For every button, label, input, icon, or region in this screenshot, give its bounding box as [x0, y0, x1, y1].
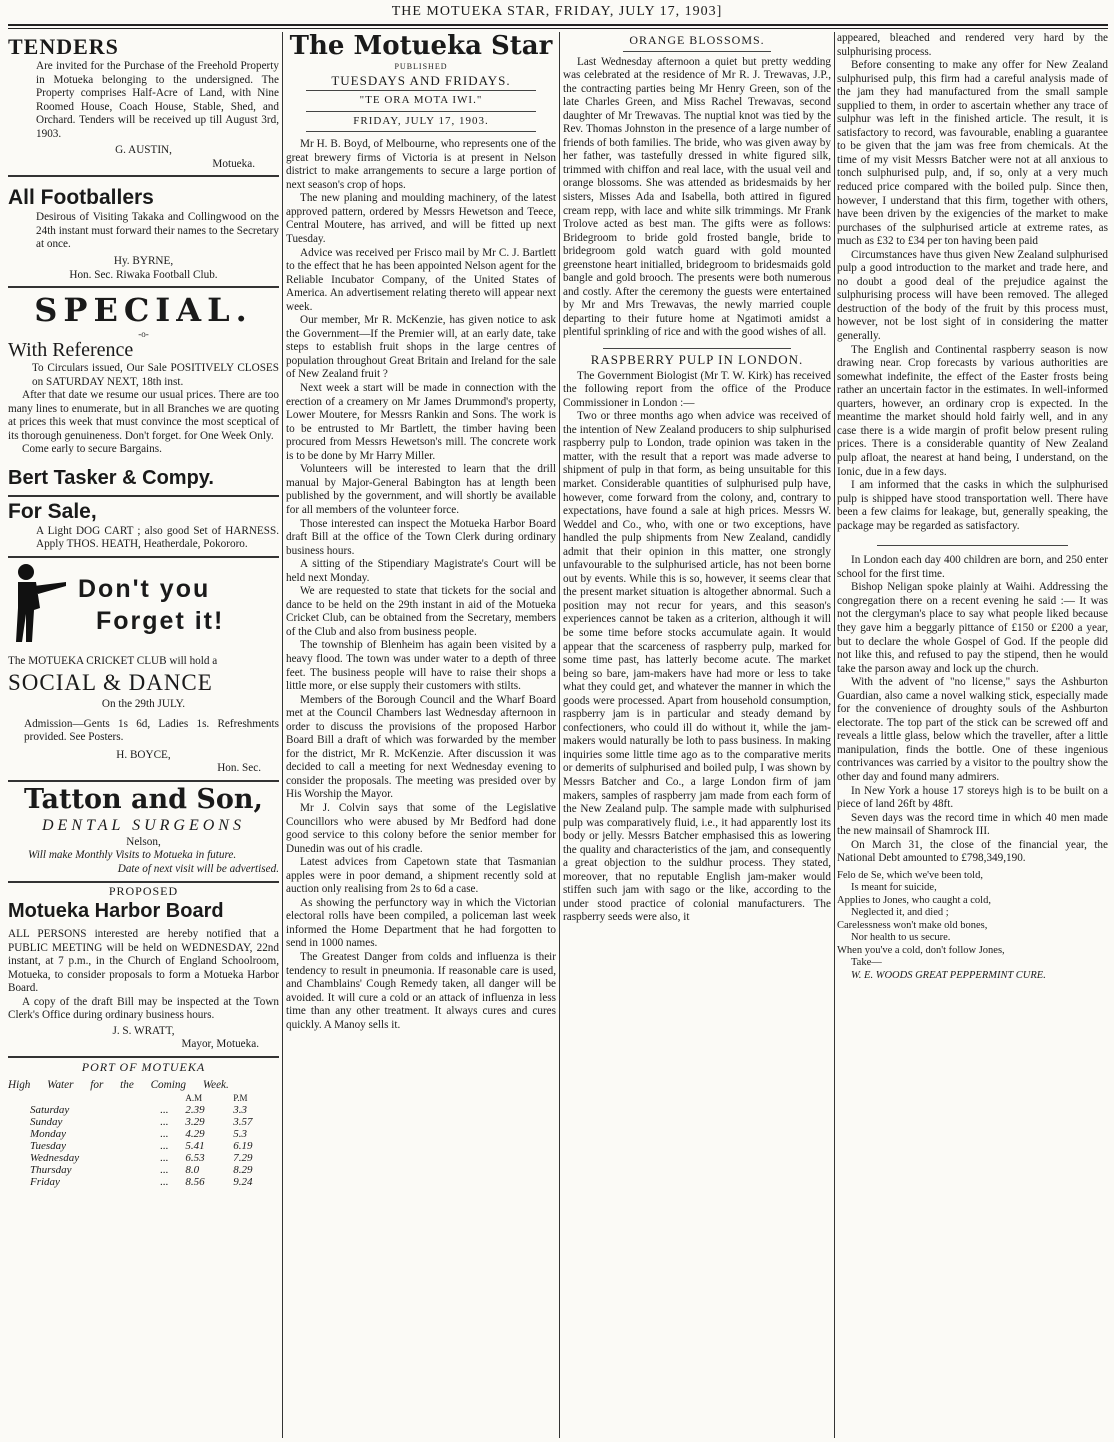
tide-row: Wednesday ... 6.53 7.29 [30, 1152, 253, 1165]
dentists-place: Nelson, [126, 835, 161, 848]
verse-line: Nor health to us secure. [851, 932, 951, 944]
tide-row: Saturday ... 2.39 3.3 [30, 1104, 247, 1117]
orange-blossoms-heading: ORANGE BLOSSOMS. [629, 33, 765, 47]
raspberry-pulp-heading: RASPBERRY PULP IN LONDON. [590, 352, 804, 368]
tenders-title: TENDERS [8, 34, 119, 59]
news-paragraph: Those interested can inspect the Motueka Harbor Board draft Bill at the office of the Town Clerk during ordinary business hours. [286, 517, 556, 557]
motto: "TE ORA MOTA IWI." [359, 94, 483, 107]
dentists-subtitle: DENTAL SURGEONS [42, 816, 245, 834]
dentists-title: Tatton and Son, [24, 783, 263, 815]
footballers-signature: Hy. BYRNE, [113, 255, 174, 268]
news-paragraph: A sitting of the Stipendiary Magistrate's Court will be held next Monday. [286, 558, 556, 584]
port-title: PORT OF MOTUEKA [81, 1059, 206, 1074]
verse-line: Is meant for suicide, [851, 882, 937, 894]
news-paragraph: Advice was received per Frisco mail by Mr C. J. Bartlett to the effect that he has been appointed Nelson agent for the Reliable Incubator Company, of the United States of America. An advertisement relating thereto will appear next week. [286, 246, 556, 313]
publication-days: TUESDAYS AND FRIDAYS. [331, 72, 511, 88]
raspberry-pulp-paragraph: I am informed that the casks in which the sulphurised pulp is shipped have stood transportation well. There have been a few claims for leakage, but, generally speaking, the package may be regarded as satisfactory. [837, 479, 1108, 532]
special-prices: After that date we resume our usual prices. There are too many lines to enumerate, but in all Branches we are quoting at prices this week that must convince the most sceptical of its thorough genuineness. Don't forget. for One Week Only. [8, 389, 279, 442]
brief-item: In London each day 400 children are born, and 250 enter school for the first time. [837, 554, 1108, 580]
raspberry-pulp-paragraph: The English and Continental raspberry season is now drawing near. Crop forecasts by various authorities are somewhat indefinite, the effect of the Easter frosts being rather an uncertain factor in the estimates. In well-informed quarters, however, an ordinary crop is expected. In the meantime the market should hold fairly well, and in any case there is a wide margin of profit below present ruling prices. There is a considerable quantity of New Zealand pulp afloat, the nearest at hand being, I understand, on the Ionic, due in a few days. [837, 343, 1108, 478]
brief-item: With the advent of "no license," says the Ashburton Guardian, also came a novel walking stick, especially made for the convenience of droughty souls of the Ashburton electorate. The top part of the stick can be screwed off and reveals a little glass, below which the traveller, after a little manipulation, finds the bottle. One of these ingenious contrivances was carried by a visitor to the poultry show the other day and found many admirers. [837, 676, 1108, 783]
harbor-kicker: PROPOSED [108, 883, 179, 898]
column-divider [282, 32, 283, 1438]
dance-role: Hon. Sec. [217, 762, 261, 775]
dateline-rule [306, 131, 536, 132]
footballers-role: Hon. Sec. Riwaka Football Club. [69, 268, 218, 281]
news-paragraph: Members of the Borough Council and the Wharf Board met at the Council Chambers last Wednesday afternoon in order to discuss the provisions of the proposed Harbor Board Bill a draft of which was forwarded by the member for the district, Mr R. McKenzie. After discussion it was decided to call a meeting for next Wednesday evening to consider the proposals. The meeting was presided over by His Worship the Mayor. [286, 693, 556, 801]
masthead: THE MOTUEKA STAR, FRIDAY, JULY 17, 1903] [391, 4, 723, 19]
tide-pm-header: P.M [233, 1093, 248, 1104]
for-sale-title: For Sale, [8, 499, 97, 523]
masthead-rule [8, 24, 1108, 26]
newspaper-title: The Motueka Star [289, 32, 553, 61]
tide-row: Friday ... 8.56 9.24 [30, 1176, 253, 1189]
news-paragraph: The Greatest Danger from colds and influenza is their tendency to result in pneumonia. If reasonable care is used, and Chamblains' Cough Remedy taken, all danger will be avoided. It will cure a cold or an attack of influenza in less time than any other treatment. It always cures and cures quickly. A Manoy sells it. [286, 951, 556, 1031]
dance-admission: Admission—Gents 1s 6d, Ladies 1s. Refreshments provided. See Posters. [24, 717, 279, 744]
news-paragraph: Latest advices from Capetown state that Tasmanian apples were in poor demand, a shipment recently sold at auction only realising from 2s to 6d a case. [286, 856, 556, 896]
news-paragraph: We are requested to state that tickets for the social and dance to be held on the 29th instant in aid of the Motueka Cricket Club, can be obtained from the Secretary, members of the Club and also from business people. [286, 585, 556, 638]
dance-title: SOCIAL & DANCE [8, 670, 213, 696]
tide-am-header: A.M [185, 1093, 203, 1104]
dance-signature: H. BOYCE, [116, 748, 171, 761]
tide-row: Thursday ... 8.0 8.29 [30, 1164, 253, 1177]
orange-blossoms-article: Last Wednesday afternoon a quiet but pretty wedding was celebrated at the residence of Mr R. J. Trewavas, J.P., the contracting parties being Mr Henry Green, son of the late Charles Green, and Miss Rachel Trewavas, second daughter of Mr Trewavas. The nuptial knot was tied by the Rev. Thomas Johnston in the presence of a large number of friends of both families. The bride, who was given away by her father, was tastefully dressed in white figured silk, trimmed with chiffon and real lace, with the usual veil and orange blossoms. She was attended as bridesmaids by her sisters, Misses Ada and Isabella, both attired in figured cream repp, with lace and white silk trimmings. Mr Frank Trolove acted as best man. The gifts were as follows: Bridegroom to bride gold frosted bangle, bride to bridegroom gold watch guard with gold mounted greenstone heart initialled, bridegroom to bridesmaids gold bangle and gold brooch. The presents were both numerous and costly. After the ceremony the guests were entertained by Mr and Mrs Trewavas, the newly married couple departing to their future home at Ngatimoti amidst a plentiful sprinkling of rice and with the good wishes of all. [563, 55, 831, 339]
raspberry-pulp-continued: appeared, bleached and rendered very hard by the sulphurising process. [837, 32, 1108, 58]
column-advertisements [8, 32, 279, 1438]
verse-line: Felo de Se, which we've been told, [837, 869, 983, 881]
special-ad [8, 288, 279, 497]
raspberry-pulp-intro: The Government Biologist (Mr T. W. Kirk) has received the following report from the office of the Produce Commissioner in London :— [563, 369, 831, 409]
tenders-body: Are invited for the Purchase of the Freehold Property in Motueka belonging to the undersigned. The Property comprises Half-Acre of Land, with Nine Roomed House, Coach House, Stable, Shed, and Orchard. Tenders will be received up till August 3rd, 1903. [36, 60, 279, 140]
dateline: FRIDAY, JULY 17, 1903. [353, 114, 489, 127]
dentists-ad [8, 782, 279, 883]
tenders-signature: G. AUSTIN, [115, 144, 172, 157]
article-rule [877, 545, 1068, 546]
tenders-ad [8, 32, 279, 177]
special-title: SPECIAL. [34, 291, 253, 330]
harbor-role: Mayor, Motueka. [181, 1038, 259, 1051]
tide-row: Tuesday ... 5.41 6.19 [30, 1140, 253, 1153]
footballers-ad [8, 177, 279, 288]
dance-intro: The MOTUEKA CRICKET CLUB will hold a [8, 654, 218, 667]
dance-banner-line2: Forget it! [96, 607, 225, 636]
tide-table [8, 1092, 279, 1188]
news-paragraph: The new planing and moulding machinery, of the latest approved pattern, ordered by Messrs Hewetson and Teece, Central Moutere, has arrived, and will be fitted up next Tuesday. [286, 192, 556, 246]
port-ad [8, 1058, 279, 1188]
column-divider [834, 32, 835, 1438]
news-paragraph: Mr J. Colvin says that some of the Legislative Councillors who were abused by Mr Bedford had done good service to this colony before the senior member for Dunedin was out of his cradle. [286, 801, 556, 855]
verse-line: W. E. WOODS GREAT PEPPERMINT CURE. [851, 969, 1046, 981]
harbor-draft-bill: A copy of the draft Bill may be inspected at the Town Clerk's Office during ordinary business hours. [8, 995, 279, 1022]
dance-ad [8, 558, 279, 782]
brief-item: In New York a house 17 storeys high is to be built on a piece of land 26ft by 48ft. [837, 784, 1108, 811]
verse-line: Applies to Jones, who caught a cold, [837, 894, 991, 906]
brief-item: Seven days was the record time in which 40 men made the new mainsail of Shamrock III. [837, 811, 1108, 838]
special-subtitle: With Reference [8, 339, 134, 362]
verse-line: Carelessness won't make old bones, [837, 919, 988, 931]
column-divider [559, 32, 560, 1438]
raspberry-pulp-paragraph: Before consenting to make any offer for New Zealand sulphurised pulp, this firm had a careful analysis made of the jam they had manufactured from the small sample supplied to them, in order to ascertain whether any trace of sulphur was left in the finished article. The result, it is satisfactory to record, was favourable, enabling a guarantee to be given that the jam was free from chemicals. At the time of my visit Messrs Batcher were not at all anxious to tonch sulphurised pulp, and, if so, only at a very much reduced price compared with the boiled pulp. Since then, however, I understand that this firm, together with others, have been driven by the exigencies of the market to make purchases of the sulphurised article at extreme rates, as much as £32 to £34 per ton having been paid [837, 59, 1108, 248]
harbor-title: Motueka Harbor Board [8, 900, 224, 923]
dance-date: On the 29th JULY. [101, 698, 186, 711]
harbor-board-ad [8, 883, 279, 1058]
pointing-man-icon [8, 562, 70, 649]
brief-item: On March 31, the close of the financial year, the National Debt amounted to £798,349,190. [837, 838, 1108, 865]
column-editorial [286, 32, 556, 1438]
brief-item: Bishop Neligan spoke plainly at Waihi. Addressing the congregation there on a recent evening he said :— It was not the clergyman's place to say what people liked because they gave him a beggarly pittance of £150 or £200 a year, but to declare the whole Gospel of God. If the people did not like this, and refused to pay the stipend, then he would take the parson away and lock up the church. [837, 581, 1108, 675]
title-rule [306, 90, 536, 91]
verse-line: Neglected it, and died ; [851, 907, 949, 919]
special-divider: -o- [138, 329, 149, 340]
verse-line: Take— [851, 957, 882, 969]
tenders-place: Motueka. [212, 157, 255, 170]
news-paragraph: Volunteers will be interested to learn that the drill manual by Major-General Babington has at length been published by the government, and will shortly be available for all members of the volunteer force. [286, 463, 556, 516]
column-articles [563, 32, 831, 1438]
heading-rule [623, 51, 771, 52]
special-firm: Bert Tasker & Compy. [8, 466, 214, 489]
raspberry-pulp-paragraph: Circumstances have thus given New Zealand sulphurised pulp a good introduction to the market and trade here, and no doubt a good deal of the prejudice against the sulphurising process will have been removed. The alleged destruction of the body of the fruit by this process must, however, not be lost sight of in considering the matter generally. [837, 248, 1108, 343]
motto-rule [306, 111, 536, 112]
dentists-visits: Will make Monthly Visits to Motueka in future. [28, 849, 237, 862]
harbor-notice: ALL PERSONS interested are hereby notified that a PUBLIC MEETING will be held on WEDNESDAY, 22nd instant, at 7 p.m., in the Church of England Schoolroom, Motueka, to consider proposals to form a Motueka Harbor Board. [8, 928, 279, 995]
special-bargains: Come early to secure Bargains. [22, 443, 162, 456]
verse-line: When you've a cold, don't follow Jones, [837, 944, 1005, 956]
footballers-title: All Footballers [8, 186, 154, 210]
harbor-signature: J. S. WRATT, [112, 1024, 175, 1037]
verse-advertisement [837, 870, 1108, 983]
for-sale-body: A Light DOG CART ; also good Set of HARNESS. Apply THOS. HEATH, Heatherdale, Pokororo. [36, 524, 279, 551]
published-label: PUBLISHED [394, 62, 448, 71]
special-circulars: To Circulars issued, Our Sale POSITIVELY CLOSES on SATURDAY NEXT, 18th inst. [32, 362, 279, 388]
footballers-body: Desirous of Visiting Takaka and Collingwood on the 24th instant must forward their names to the Secretary at once. [36, 211, 279, 251]
port-subtitle: High Water for the Coming Week. [8, 1078, 229, 1091]
news-paragraph: Mr H. B. Boyd, of Melbourne, who represents one of the great brewery firms of Victoria is at present in Nelson district to make arrangements to secure a large portion of next season's crop of hops. [286, 138, 556, 191]
column-continued [837, 32, 1108, 1438]
dentists-date: Date of next visit will be advertised. [117, 862, 279, 875]
article-rule [603, 348, 791, 349]
tide-row: Sunday ... 3.29 3.57 [30, 1116, 253, 1129]
news-paragraph: Next week a start will be made in connection with the erection of a creamery on Mr James Drummond's property, Lower Moutere, for Messrs Rankin and Sons. The work is to be entrusted to Mr Bartlett, the timber having been procured from Messrs Hewetson's mill. The concrete work is to be done by Mr Harry Miller. [286, 382, 556, 462]
for-sale-ad [8, 497, 279, 558]
raspberry-pulp-report: Two or three months ago when advice was received of the intention of New Zealand producers to ship sulphurised raspberry pulp to London, trade opinion was taken in the matter, with the result that a report was made adverse to shipment of pulp in that form, as being unsuitable for this market. Considerable quantities of sulphurised pulp have, however, come forward from the colony, and, contrary to expectations, have found a sale at high prices. Messrs W. Weddel and Co., who, with one or two exceptions, have handled the pulp shipments from New Zealand, candidly admit that their opinion in this matter, one strongly unfavourable to the sulphurised article, has not been borne out by events. While this is so, however, it seems clear that the present market situation is altogether abnormal. Such a position may not recur for years, and this season's experiences cannot be taken as a criterion, although it will be some time before stocks accumulate again. It would appear that the scarceness of raspberry pulp, marked for some time past, has latterly become acute. The market being so bare, jam-makers have had more or less to take what they could get, and whatever the manner in which the goods were processed. Apart from household consumption, raspberry jam is in particular and steady demand by confectioners, who could ill do without it, while the jam-makers would naturally be loth to pass business. In making inquiries some little time ago as to the comparative merits or demerits of sulphurised and boiled pulp, I was shown by Messrs Batcher and Co., a large London firm of jam makers, samples of raspberry jam made from each form of the New Zealand pulp. The sample made with sulphurised pulp was comparatively fluid, i.e., it had apparently lost its body or jelly. Messrs Batcher emphasised this as lowering the quality and characteristics of the jam, and consequently a great objection to the suldhur process. They stated, moreover, that no reputable English jam-maker would stiffen such jam with sago or the like, according to the under stood practice of colonial manufacturers. The raspberry seeds were also, it [563, 410, 831, 924]
news-paragraph: As showing the perfunctory way in which the Victorian electoral rolls have been compiled, a policeman last week informed the Home Department that he had forgotten to send in 1000 names. [286, 896, 556, 950]
news-paragraph: The township of Blenheim has again been visited by a heavy flood. The town was under water to a depth of three feet. The business people will have to raise their shops a little more, or else supply their customers with stilts. [286, 639, 556, 693]
dance-banner-line1: Don't you [78, 575, 211, 604]
tide-row: Monday ... 4.29 5.3 [30, 1128, 247, 1141]
masthead-rule-thin [8, 28, 1108, 29]
news-paragraph: Our member, Mr R. McKenzie, has given notice to ask the Government—If the Premier will, at an early date, take steps to establish fruit shops in the large centres of population throughout Great Britain and Ireland for the sale of New Zealand fruit ? [286, 314, 556, 381]
